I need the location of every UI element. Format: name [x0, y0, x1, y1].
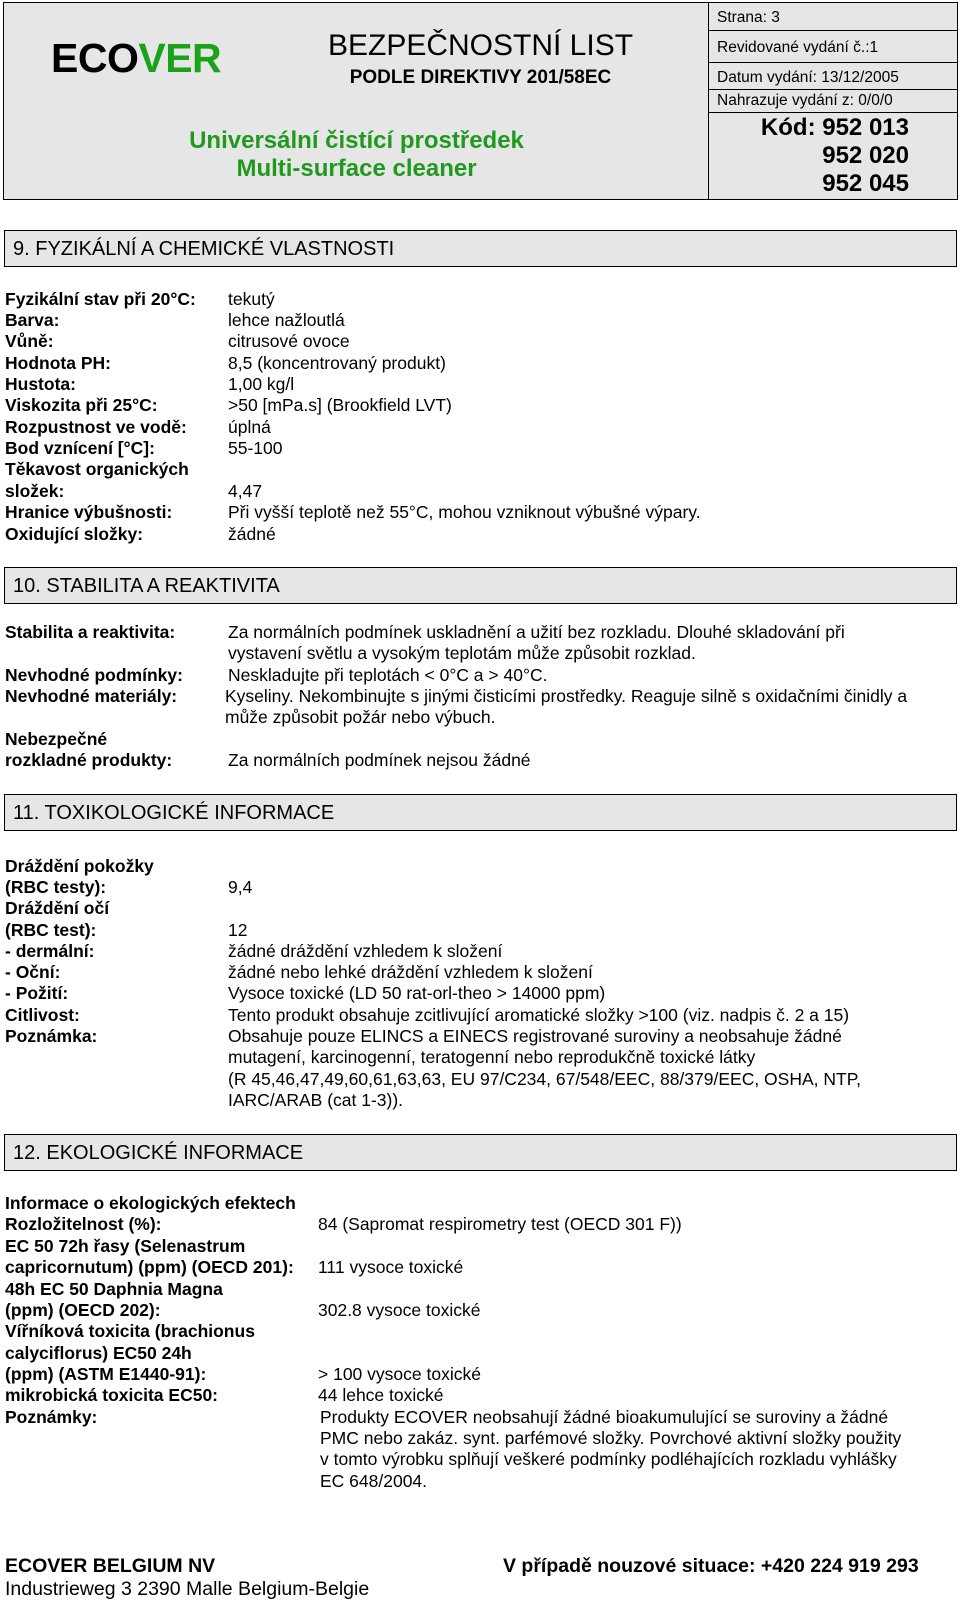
- document-header: [3, 2, 958, 200]
- value-unsuitable-conditions: Neskladujte při teplotách < 0°C a > 40°C.: [228, 665, 548, 685]
- value-explosion-limits: Při vyšší teplotě než 55°C, mohou vzniknout výbušné výpary.: [228, 502, 701, 522]
- label-decomposition-line1: Nebezpečné: [5, 729, 108, 749]
- value-notes-line3: v tomto výrobku splňují veškeré podmínky podléhajících rozkladu vyhlášky: [320, 1449, 897, 1469]
- value-microbial: 44 lehce toxické: [318, 1385, 444, 1405]
- label-algae-line2: capricornutum) (ppm) (OECD 201):: [5, 1257, 294, 1277]
- label-notes: Poznámky:: [5, 1407, 98, 1427]
- label-explosion-limits: Hranice výbušnosti:: [5, 502, 173, 522]
- section-11-heading: 11. TOXIKOLOGICKÉ INFORMACE: [4, 794, 957, 831]
- value-color: lehce nažloutlá: [228, 310, 345, 330]
- value-stability-line1: Za normálních podmínek uskladnění a užití bez rozkladu. Dlouhé skladování při: [228, 622, 845, 642]
- value-daphnia: 302.8 vysoce toxické: [318, 1300, 481, 1320]
- value-density: 1,00 kg/l: [228, 374, 295, 394]
- label-voc-line2: složek:: [5, 481, 65, 501]
- value-ingestion: Vysoce toxické (LD 50 rat-orl-theo > 14000 ppm): [228, 983, 606, 1003]
- value-notes-line4: EC 648/2004.: [320, 1471, 428, 1491]
- label-ocular: - Oční:: [5, 962, 61, 982]
- value-dermal: žádné dráždění vzhledem k složení: [228, 941, 503, 961]
- value-note-line1: Obsahuje pouze ELINCS a EINECS registrované suroviny a neobsahuje žádné: [228, 1026, 842, 1046]
- section-10-heading: 10. STABILITA A REAKTIVITA: [4, 567, 957, 604]
- label-rotifer-line2: calyciflorus) EC50 24h: [5, 1343, 192, 1363]
- page-number: Strana: 3: [709, 3, 957, 31]
- value-note-line4: IARC/ARAB (cat 1-3)).: [228, 1090, 404, 1110]
- label-solubility: Rozpustnost ve vodě:: [5, 417, 187, 437]
- label-flash-point: Bod vznícení [°C]:: [5, 438, 155, 458]
- ecover-logo: ECOVER: [51, 35, 222, 81]
- label-skin-irritation-line2: (RBC testy):: [5, 877, 107, 897]
- label-unsuitable-materials: Nevhodné materiály:: [5, 686, 178, 706]
- value-viscosity: >50 [mPa.s] (Brookfield LVT): [228, 395, 452, 415]
- label-ingestion: - Požití:: [5, 983, 69, 1003]
- value-algae: 111 vysoce toxické: [318, 1257, 464, 1277]
- label-decomposition-line2: rozkladné produkty:: [5, 750, 173, 770]
- label-microbial: mikrobická toxicita EC50:: [5, 1385, 218, 1405]
- value-note-line3: (R 45,46,47,49,60,61,63,63, EU 97/C234, 67/548/EEC, 88/379/EEC, OSHA, NTP,: [228, 1069, 861, 1089]
- label-viscosity: Viskozita při 25°C:: [5, 395, 158, 415]
- value-voc: 4,47: [228, 481, 263, 501]
- value-unsuitable-materials-line2: může způsobit požár nebo výbuch.: [225, 707, 496, 727]
- footer-company: ECOVER BELGIUM NV: [5, 1555, 216, 1577]
- label-daphnia-line1: 48h EC 50 Daphnia Magna: [5, 1279, 223, 1299]
- footer-address: Industrieweg 3 2390 Malle Belgium-Belgie: [5, 1578, 370, 1600]
- value-rotifer: > 100 vysoce toxické: [318, 1364, 481, 1384]
- value-decomposition: Za normálních podmínek nejsou žádné: [228, 750, 531, 770]
- value-stability-line2: vystavení světlu a vysokým teplotám může způsobit rozklad.: [228, 643, 696, 663]
- value-flash-point: 55-100: [228, 438, 283, 458]
- value-physical-state: tekutý: [228, 289, 275, 309]
- label-ph: Hodnota PH:: [5, 353, 111, 373]
- value-notes-line1: Produkty ECOVER neobsahují žádné bioakumulující se suroviny a žádné: [320, 1407, 889, 1427]
- label-odour: Vůně:: [5, 331, 54, 351]
- document-meta: [709, 3, 957, 199]
- logo-box: [4, 3, 254, 114]
- replaces-issue: Nahrazuje vydání z: 0/0/0: [709, 90, 957, 113]
- product-name-box: [4, 113, 709, 199]
- product-code-1: Kód: 952 013: [760, 114, 909, 141]
- issue-date: Datum vydání: 13/12/2005: [709, 63, 957, 90]
- value-notes-line2: PMC nebo zakáz. synt. parfémové složky. Povrchové aktivní složky použity: [320, 1428, 902, 1448]
- label-rotifer-line3: (ppm) (ASTM E1440-91):: [5, 1364, 207, 1384]
- value-eye-irritation: 12: [228, 920, 248, 940]
- product-name-en: Multi-surface cleaner: [236, 155, 477, 182]
- section-12-heading: 12. EKOLOGICKÉ INFORMACE: [4, 1134, 957, 1171]
- label-eye-irritation-line2: (RBC test):: [5, 920, 97, 940]
- label-rotifer-line1: Vířníková toxicita (brachionus: [5, 1321, 255, 1341]
- label-density: Hustota:: [5, 374, 76, 394]
- value-odour: citrusové ovoce: [228, 331, 350, 351]
- value-ocular: žádné nebo lehké dráždění vzhledem k složení: [228, 962, 593, 982]
- title-box: [253, 3, 709, 114]
- value-note-line2: mutagení, karcinogenní, teratogenní nebo reprodukčně toxické látky: [228, 1047, 756, 1067]
- label-eye-irritation-line1: Dráždění očí: [5, 898, 110, 918]
- section-9-heading: 9. FYZIKÁLNÍ A CHEMICKÉ VLASTNOSTI: [4, 230, 957, 267]
- footer-emergency: V případě nouzové situace: +420 224 919 293: [503, 1555, 919, 1577]
- document-subtitle: PODLE DIREKTIVY 201/58EC: [349, 67, 612, 88]
- label-daphnia-line2: (ppm) (OECD 202):: [5, 1300, 161, 1320]
- product-code-3: 952 045: [822, 170, 909, 197]
- value-ph: 8,5 (koncentrovaný produkt): [228, 353, 446, 373]
- value-degradability: 84 (Sapromat respirometry test (OECD 301 F)): [318, 1214, 682, 1234]
- label-dermal: - dermální:: [5, 941, 95, 961]
- label-eco-effects: Informace o ekologických efektech: [5, 1193, 296, 1213]
- label-degradability: Rozložitelnost (%):: [5, 1214, 162, 1234]
- value-solubility: úplná: [228, 417, 271, 437]
- document-title: BEZPEČNOSTNÍ LIST: [327, 29, 634, 62]
- label-voc-line1: Těkavost organických: [5, 459, 189, 479]
- value-sensitivity: Tento produkt obsahuje zcitlivující aromatické složky >100 (viz. nadpis č. 2 a 15): [228, 1005, 850, 1025]
- value-skin-irritation: 9,4: [228, 877, 253, 897]
- value-unsuitable-materials-line1: Kyseliny. Nekombinujte s jinými čisticími prostředky. Reaguje silně s oxidačními činidly a: [225, 686, 908, 706]
- label-oxidizing: Oxidující složky:: [5, 524, 144, 544]
- label-color: Barva:: [5, 310, 60, 330]
- label-sensitivity: Citlivost:: [5, 1005, 80, 1025]
- value-oxidizing: žádné: [228, 524, 276, 544]
- revision-number: Revidované vydání č.:1: [709, 31, 957, 63]
- label-note: Poznámka:: [5, 1026, 98, 1046]
- label-skin-irritation-line1: Dráždění pokožky: [5, 856, 154, 876]
- label-algae-line1: EC 50 72h řasy (Selenastrum: [5, 1236, 246, 1256]
- product-name-cz: Universální čistící prostředek: [189, 127, 524, 154]
- product-code-2: 952 020: [822, 142, 909, 169]
- label-physical-state: Fyzikální stav při 20°C:: [5, 289, 196, 309]
- label-stability: Stabilita a reaktivita:: [5, 622, 176, 642]
- label-unsuitable-conditions: Nevhodné podmínky:: [5, 665, 183, 685]
